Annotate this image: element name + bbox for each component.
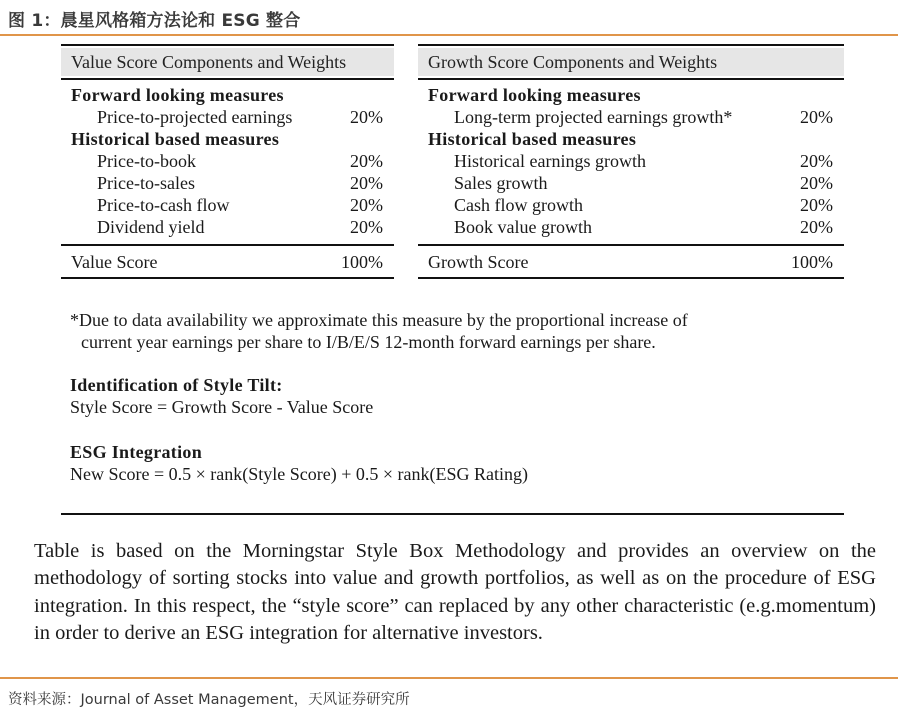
section-title-row [418,84,844,106]
esg-integration-formula: New Score = 0.5 × rank(Style Score) + 0.5 × rank(ESG Rating) [70,464,529,484]
section-title: Historical based measures [71,129,280,149]
total-row [61,251,394,273]
measure-label: Book value growth [454,217,592,237]
source-divider [0,677,898,679]
table-row [418,150,844,172]
table-row [418,194,844,216]
section-title: Forward looking measures [428,85,641,105]
table-row [61,172,394,194]
measure-label: Long-term projected earnings growth* [454,107,733,127]
measure-label: Price-to-book [97,151,196,171]
title-divider [0,34,898,36]
table-top-rule [418,44,844,46]
value-table-header: Value Score Components and Weights [61,48,394,76]
section-title: Historical based measures [428,129,637,149]
measure-weight: 20% [350,217,383,237]
table-row [418,172,844,194]
total-row [418,251,844,273]
measure-label: Historical earnings growth [454,151,646,171]
source-note: 资料来源：Journal of Asset Management，天风证券研究所 [8,692,410,708]
table-row [61,194,394,216]
section-title-row [61,128,394,150]
description-paragraph: Table is based on the Morningstar Style Box Methodology and provides an overview on the methodology of sorting stocks into value and growth portfolios, as well as on the procedure of ESG integration. In this respect, the “style score” can replaced by any other characteristic (e.g.momentum) in order to derive an ESG integration for alternative investors. [34,540,876,644]
esg-integration-heading: ESG Integration [70,442,203,462]
style-tilt-block [70,374,373,418]
measure-weight: 20% [350,195,383,215]
footnote-line: *Due to data availability we approximate this measure by the proportional increase of [70,310,688,330]
measure-label: Price-to-sales [97,173,195,193]
measure-weight: 20% [800,195,833,215]
measure-label: Sales growth [454,173,548,193]
table-row [61,216,394,238]
section-title-row [418,128,844,150]
esg-integration-block [70,441,528,485]
table-top-rule [61,44,394,46]
table-row [418,106,844,128]
table-row [418,216,844,238]
section-title: Forward looking measures [71,85,284,105]
measure-weight: 20% [350,151,383,171]
measure-weight: 20% [800,217,833,237]
footnote [70,309,790,353]
table-row [61,106,394,128]
figure-bottom-rule [61,513,844,515]
style-tilt-heading: Identification of Style Tilt: [70,375,283,395]
measure-weight: 20% [350,173,383,193]
table-header-rule [61,78,394,80]
table-header-rule [418,78,844,80]
table-bottom-rule [61,277,394,279]
table-total-rule [61,244,394,246]
measure-label: Cash flow growth [454,195,583,215]
total-weight: 100% [341,252,383,272]
figure-title: 图 1：晨星风格箱方法论和 ESG 整合 [8,11,301,31]
growth-table-header: Growth Score Components and Weights [418,48,844,76]
total-weight: 100% [791,252,833,272]
table-row [61,150,394,172]
style-tilt-formula: Style Score = Growth Score - Value Score [70,397,374,417]
measure-weight: 20% [800,151,833,171]
measure-weight: 20% [800,173,833,193]
section-title-row [61,84,394,106]
table-bottom-rule [418,277,844,279]
table-total-rule [418,244,844,246]
measure-label: Price-to-projected earnings [97,107,293,127]
measure-weight: 20% [350,107,383,127]
measure-label: Dividend yield [97,217,205,237]
measure-weight: 20% [800,107,833,127]
measure-label: Price-to-cash flow [97,195,230,215]
total-label: Growth Score [428,252,529,272]
footnote-line: current year earnings per share to I/B/E/S 12-month forward earnings per share. [81,332,656,352]
total-label: Value Score [71,252,158,272]
